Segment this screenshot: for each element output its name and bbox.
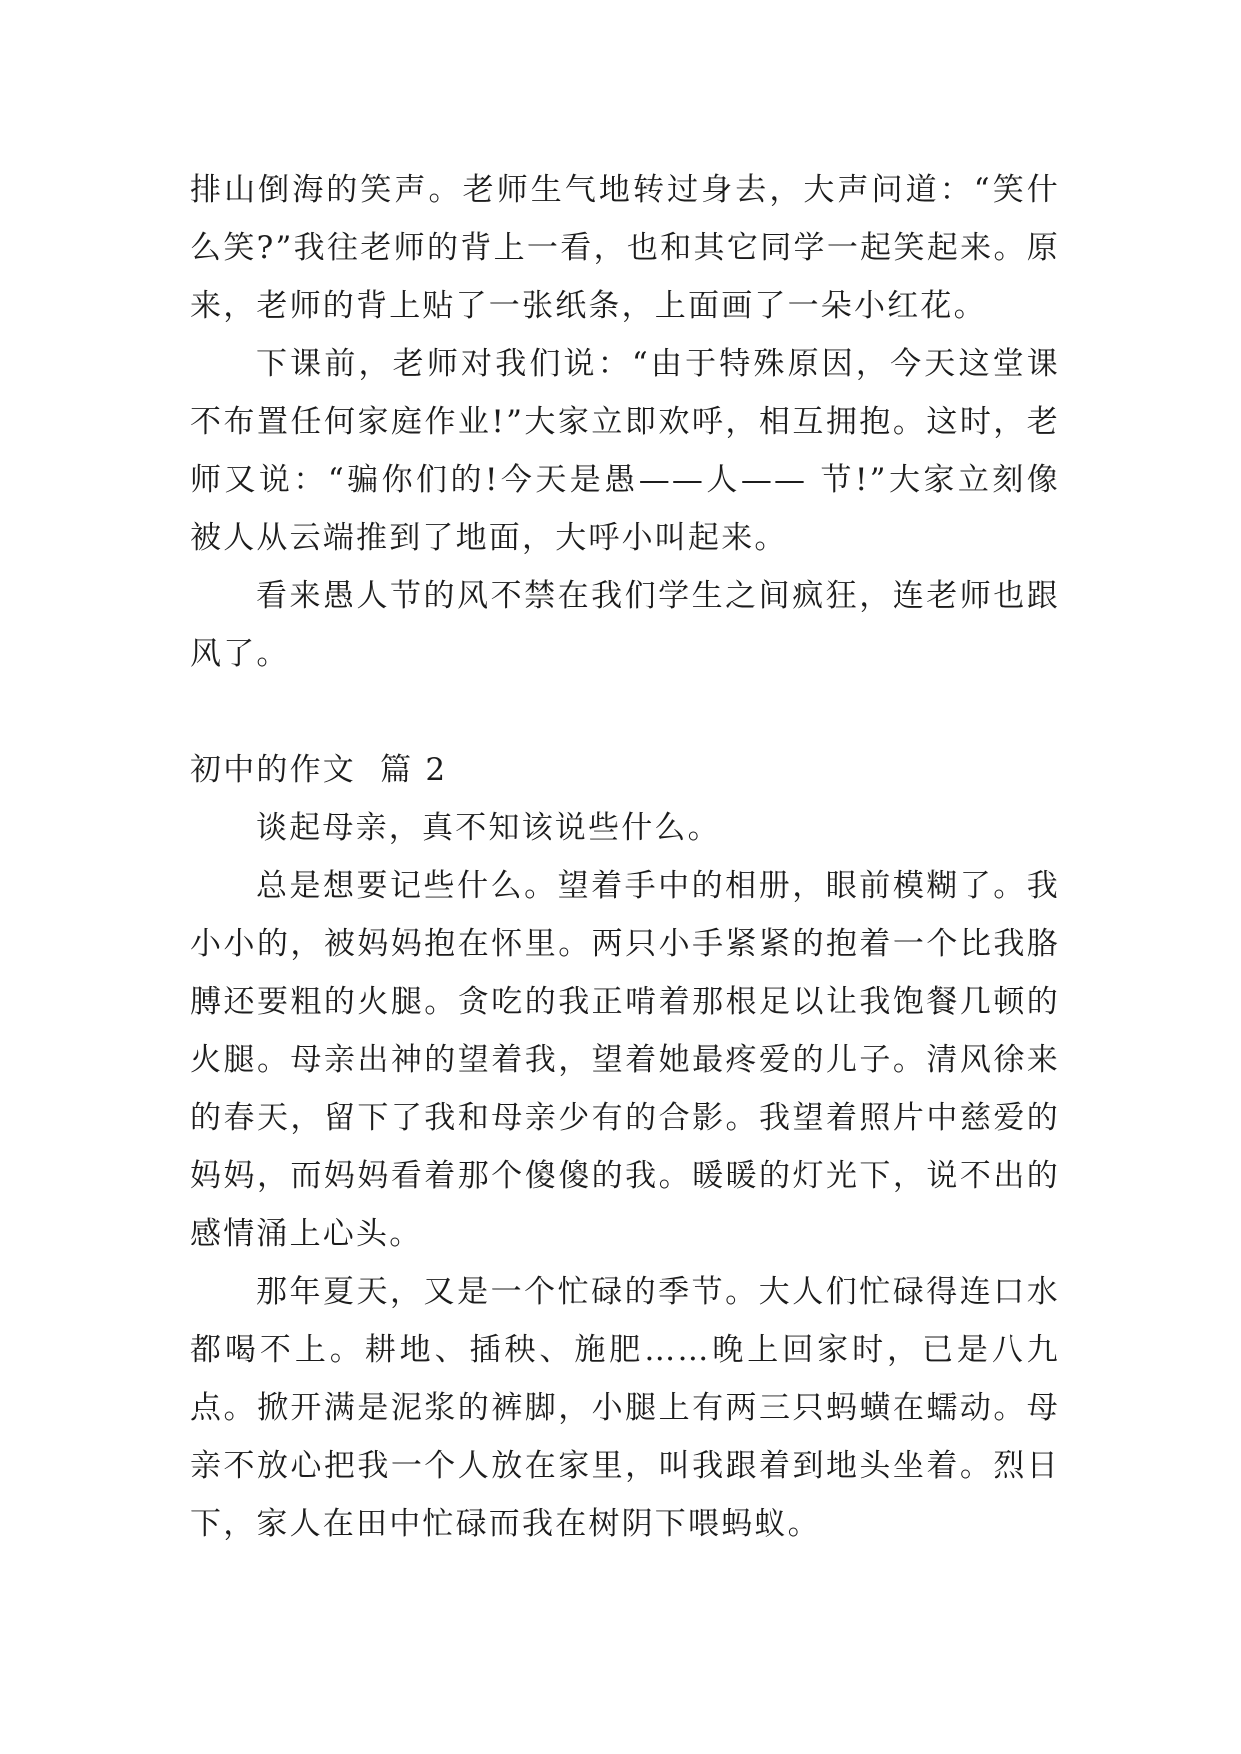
paragraph-photo-album: 总是想要记些什么。望着手中的相册，眼前模糊了。我小小的，被妈妈抱在怀里。两只小手紧紧的抱着一个比我胳膊还要粗的火腿。贪吃的我正啃着那根足以让我饱餐几顿的火腿。母亲出神的望着我，望着她最疼爱的儿子。清风徐来的春天，留下了我和母亲少有的合影。我望着照片中慈爱的妈妈，而妈妈看着那个傻傻的我。暖暖的灯光下，说不出的感情涌上心头。 bbox=[190, 868, 1060, 1252]
paragraph-summer-farming: 那年夏天，又是一个忙碌的季节。大人们忙碌得连口水都喝不上。耕地、插秧、施肥……晚上回家时，已是八九点。掀开满是泥浆的裤脚，小腿上有两三只蚂蟥在蠕动。母亲不放心把我一个人放在家里，叫我跟着到地头坐着。烈日下，家人在田中忙碌而我在树阴下喂蚂蚁。 bbox=[190, 1274, 1060, 1542]
paragraph-continued-laughter: 排山倒海的笑声。老师生气地转过身去，大声问道：“笑什么笑?”我往老师的背上一看，也和其它同学一起笑起来。原来，老师的背上贴了一张纸条，上面画了一朵小红花。 bbox=[190, 172, 1060, 324]
paragraph-conclusion: 看来愚人节的风不禁在我们学生之间疯狂，连老师也跟风了。 bbox=[190, 578, 1060, 672]
document-body bbox=[190, 161, 1060, 1553]
paragraph-mother-intro: 谈起母亲，真不知该说些什么。 bbox=[256, 810, 721, 846]
section-spacer bbox=[190, 683, 1060, 741]
essay-section-title: 初中的作文 篇 2 bbox=[190, 752, 448, 788]
paragraph-homework-prank: 下课前，老师对我们说：“由于特殊原因，今天这堂课不布置任何家庭作业!”大家立即欢呼，相互拥抱。这时，老师又说：“骗你们的!今天是愚——人—— 节!”大家立刻像被人从云端推到了地面，大呼小叫起来。 bbox=[190, 346, 1060, 556]
